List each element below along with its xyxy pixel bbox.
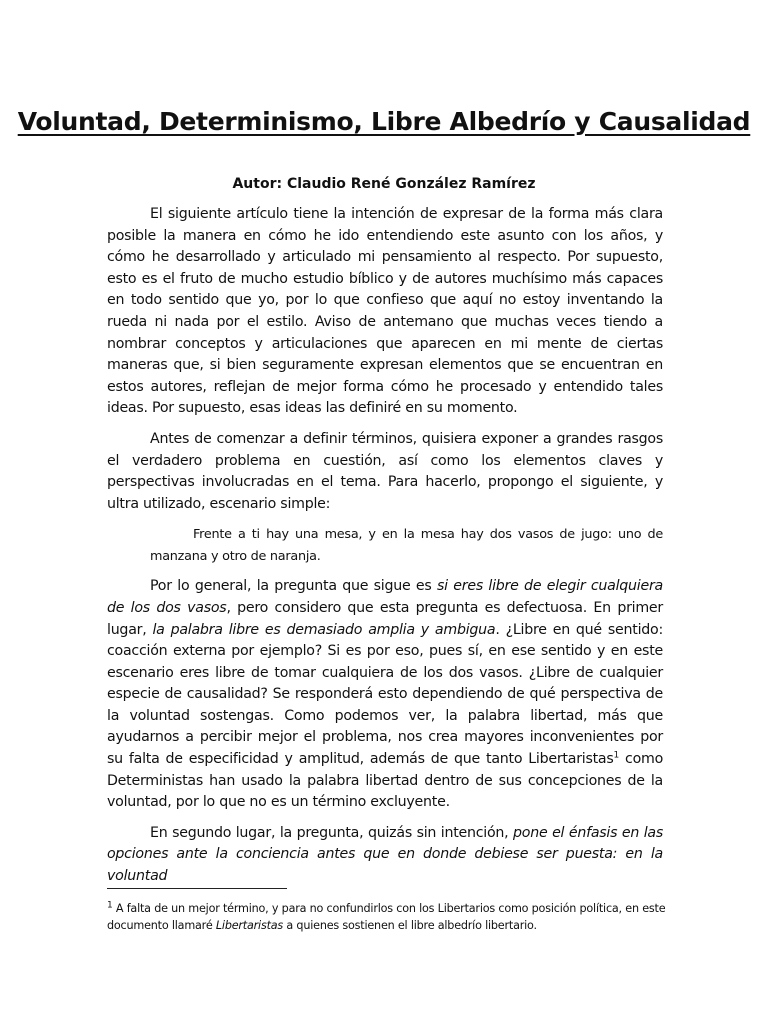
footnote-mark: 1 <box>107 900 113 911</box>
footnote <box>107 900 667 934</box>
emphasis-run: la palabra libre es demasiado amplia y ambigua <box>152 621 496 638</box>
paragraph-intro: El siguiente artículo tiene la intención de expresar de la forma más clara posible la manera en cómo he ido entendiendo este asunto con los años, y cómo he desarrollado y articulado mi pensamiento al respecto. Por supuesto, esto es el fruto de mucho estudio bíblico y de autores muchísimo más capaces en todo sentido que yo, por lo que confieso que aquí no estoy inventando la rueda ni nada por el estilo. Aviso de antemano que muchas veces tiendo a nombrar conceptos y articulaciones que aparecen en mi mente de ciertas maneras que, si bien seguramente expresan elementos que se encuentran en estos autores, reflejan de mejor forma cómo he procesado y entendido tales ideas. Por supuesto, esas ideas las definiré en su momento. <box>107 206 663 417</box>
scenario-quote: Frente a ti hay una mesa, y en la mesa hay dos vasos de jugo: uno de manzana y otro de naranja. <box>150 527 663 564</box>
text-run: Por lo general, la pregunta que sigue es <box>150 578 437 595</box>
text-run: En segundo lugar, la pregunta, quizás sin intención, <box>150 824 514 841</box>
footnote-reference[interactable]: 1 <box>613 750 619 761</box>
text-run: . ¿Libre en qué sentido: coacción externa por ejemplo? Si es por eso, pues sí, en ese sentido y en este escenario eres libre de tomar cualquiera de los dos vasos. ¿Libre de cualquier especie de causalidad? Se responderá esto dependiendo de qué perspectiva de la voluntad sostengas. Como podemos ver, la palabra libertad, más que ayudarnos a percibir mejor el problema, nos crea mayores inconvenientes por su falta de especificidad y amplitud, además de que tanto Libertaristas <box>107 621 663 768</box>
emphasis-run: si eres libre de elegir cualquiera de los dos vasos <box>107 578 663 616</box>
footnote-separator <box>107 888 287 889</box>
paragraph-problem: Antes de comenzar a definir términos, quisiera exponer a grandes rasgos el verdadero problema en cuestión, así como los elementos claves y perspectivas involucradas en el tema. Para hacerlo, propongo el siguiente, y ultra utilizado, escenario simple: <box>107 430 663 512</box>
footnote-text: a quienes sostienen el libre albedrío libertario. <box>283 919 537 932</box>
footnote-text: A falta de un mejor término, y para no confundirlos con los Libertarios como posición política, en este documento llamaré <box>107 902 666 932</box>
paragraph-second-point <box>107 823 663 888</box>
text-run: , pero considero que esta pregunta es defectuosa. En primer lugar, <box>107 599 663 638</box>
text-run: como Deterministas han usado la palabra libertad dentro de sus concepciones de la voluntad, por lo que no es un término excluyente. <box>107 751 663 811</box>
paragraph-question <box>107 576 663 814</box>
emphasis-run: pone el énfasis en las opciones ante la conciencia antes que en donde debiese ser puesta: en la voluntad <box>107 824 663 885</box>
footnote-emphasis: Libertaristas <box>215 919 284 932</box>
document-title: Voluntad, Determinismo, Libre Albedrío y Causalidad <box>17 106 751 136</box>
document-body <box>107 204 663 897</box>
author-line: Autor: Claudio René González Ramírez <box>232 176 536 192</box>
